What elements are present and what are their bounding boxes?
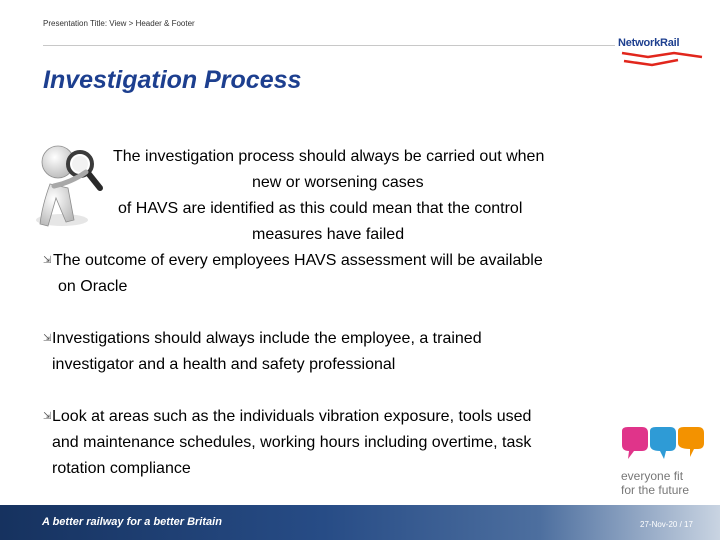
paragraph-3-line-1: Investigations should always include the employee, a trained <box>52 330 482 347</box>
fit-logo-line-1: everyone fit <box>621 469 684 483</box>
footer-slogan: A better railway for a better Britain <box>42 516 222 528</box>
logo-swoosh-icon <box>618 51 706 67</box>
paragraph-2-line-1: The outcome of every employees HAVS assessment will be available <box>53 252 543 269</box>
logo-text: NetworkRail <box>618 37 680 49</box>
paragraph-2-line-2: on Oracle <box>58 278 128 295</box>
everyone-fit-logo <box>616 425 710 500</box>
header-rule <box>43 45 615 46</box>
paragraph-1-line-4: measures have failed <box>252 226 405 243</box>
paragraph-4-line-3: rotation compliance <box>52 460 191 477</box>
paragraph-1-line-3: of HAVS are identified as this could mean that the control <box>118 200 523 217</box>
slide-title: Investigation Process <box>43 66 302 94</box>
arrow-bullet-icon: ⇲ <box>43 255 52 266</box>
arrow-bullet-icon: ⇲ <box>43 411 52 422</box>
paragraph-4-line-2: and maintenance schedules, working hours including overtime, task <box>52 434 532 451</box>
footer-date-page: 27-Nov-20 / 17 <box>640 520 693 529</box>
arrow-bullet-icon: ⇲ <box>43 333 52 344</box>
network-rail-logo <box>618 32 710 70</box>
fit-logo-line-2: for the future <box>621 483 690 497</box>
magnifier-figure-icon <box>28 136 110 232</box>
paragraph-1-line-2: new or worsening cases <box>252 174 424 191</box>
header-presentation-title: Presentation Title: View > Header & Footer <box>43 19 195 28</box>
paragraph-4-line-1: Look at areas such as the individuals vibration exposure, tools used <box>52 408 532 425</box>
paragraph-3-line-2: investigator and a health and safety professional <box>52 356 396 373</box>
paragraph-1-line-1: The investigation process should always be carried out when <box>113 148 545 165</box>
speech-bubbles-icon <box>616 425 710 465</box>
